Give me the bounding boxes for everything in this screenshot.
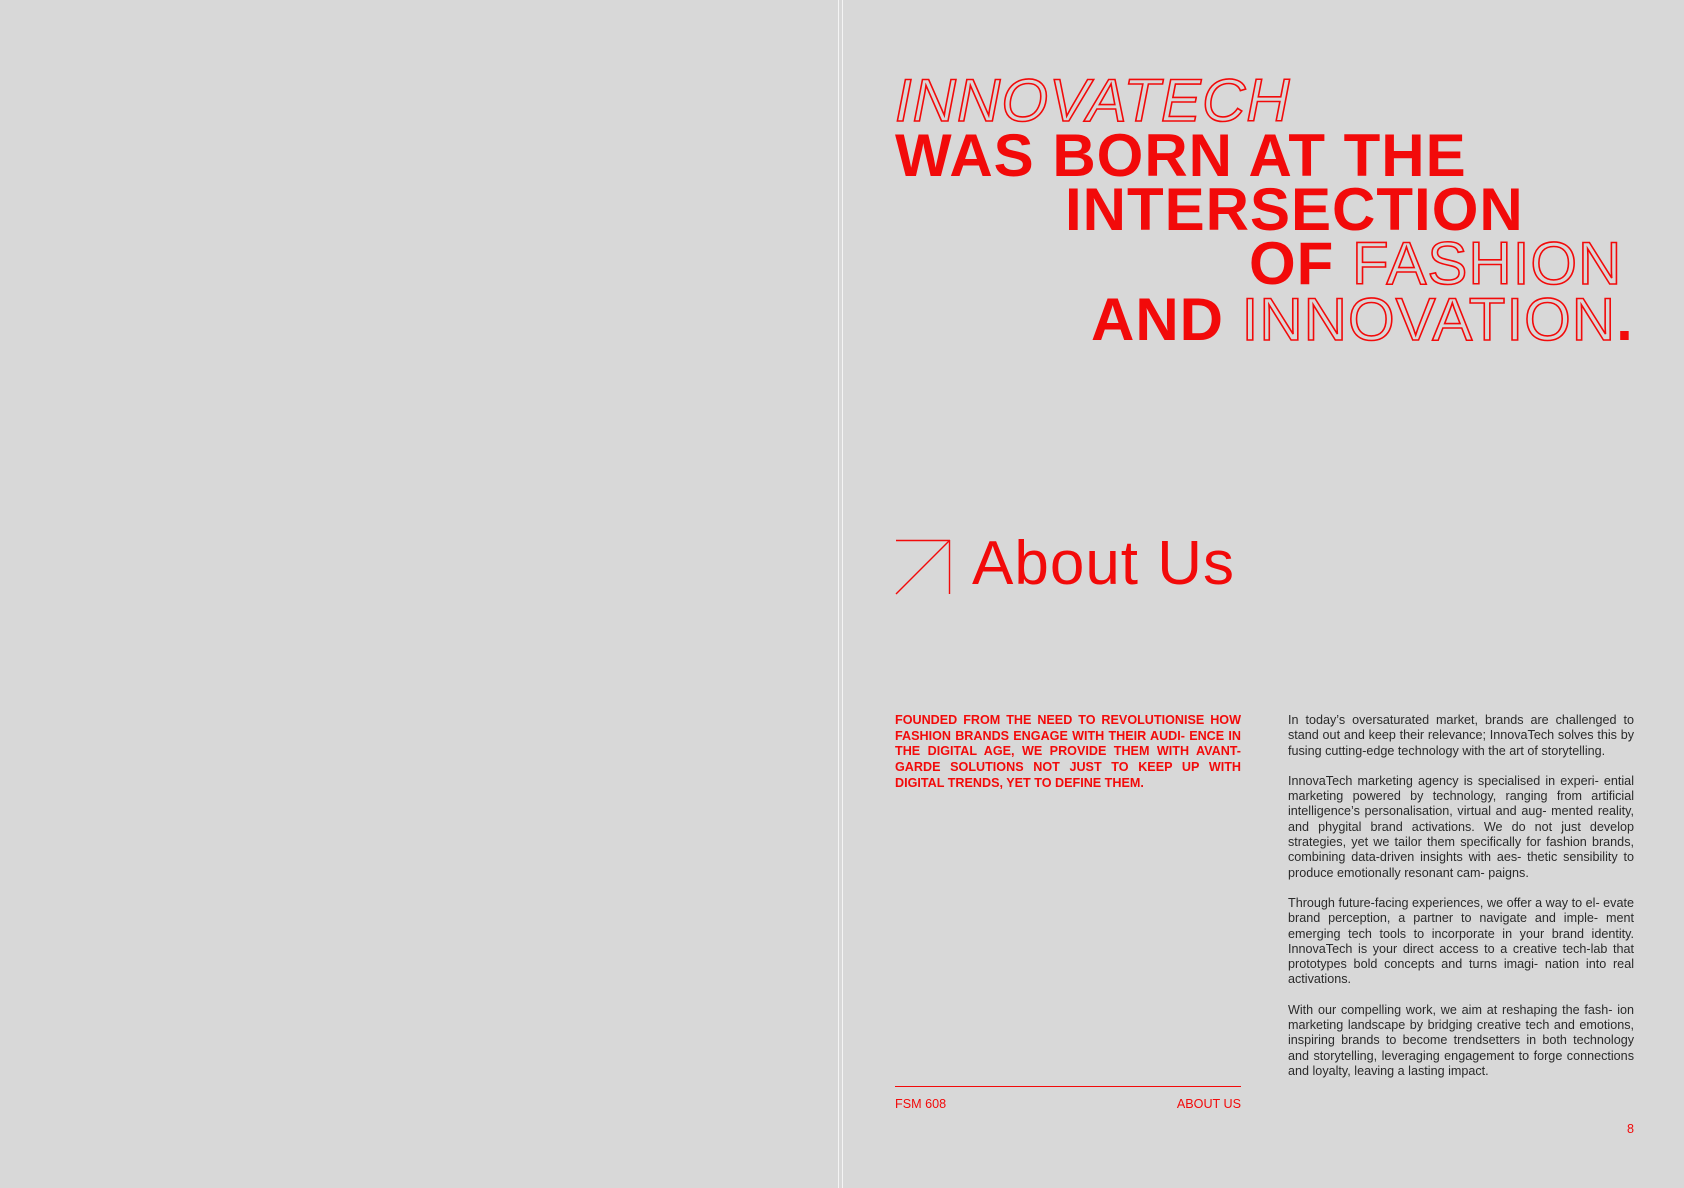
headline-line-5-end: . xyxy=(1616,286,1634,353)
body-paragraph: With our compelling work, we aim at reshaping the fash- ion marketing landscape by bridging creative tech and emotions, inspiring brands to become trendsetters in both technology and storytelling, leveraging engagement to forge connections and loyalty, leaving a lasting impact. xyxy=(1288,1002,1634,1078)
right-page xyxy=(843,0,1684,1188)
body-paragraph: In today’s oversaturated market, brands are challenged to stand out and keep their relevance; InnovaTech solves this by fusing cutting-edge technology with the art of storytelling. xyxy=(1288,713,1634,758)
footer-code: FSM 608 xyxy=(895,1097,947,1111)
headline-line-3: INTERSECTION xyxy=(1065,176,1524,243)
headline-line-4-solid: OF xyxy=(1249,230,1352,297)
body-paragraph: InnovaTech marketing agency is specialised in experi- ential marketing powered by technology, ranging from artificial intelligence’s personalisation, virtual and aug- mented reality, and phygital brand activations. We do not just develop strategies, yet we tailor them specifically for fashion brands, combining data-driven insights with aes- thetic sensibility to produce emotionally resonant cam- paigns. xyxy=(1288,773,1634,880)
footer-divider xyxy=(895,1086,1241,1087)
body-text xyxy=(1288,713,1634,1094)
headline-line-4 xyxy=(1249,230,1623,297)
headline-line-4-outline: FASHION xyxy=(1352,230,1623,297)
headline xyxy=(843,0,1684,360)
headline-line-5-solid: AND xyxy=(1091,286,1242,353)
headline-line-5-outline: INNOVATION xyxy=(1241,286,1617,353)
arrow-up-right-icon xyxy=(895,539,951,595)
section-title: About Us xyxy=(972,529,1236,598)
page-number: 8 xyxy=(1626,1122,1634,1136)
intro-text: FOUNDED FROM THE NEED TO REVOLUTIONISE HOW FASHION BRANDS ENGAGE WITH THEIR AUDI- ENCE IN THE DIGITAL AGE, WE PROVIDE THEM WITH AVANT-GARDE SOLUTIONS NOT JUST TO KEEP UP WITH DIGITAL TRENDS, YET TO DEFINE THEM. xyxy=(895,713,1241,790)
headline-line-2: WAS BORN AT THE xyxy=(895,122,1467,189)
body-paragraph: Through future-facing experiences, we offer a way to el- evate brand perception, a partner to navigate and imple- ment emerging tech tools to incorporate in your brand identity. InnovaTech is your direct access to a creative tech-lab that prototypes bold concepts and turns imagi- nation into real activations. xyxy=(1288,895,1634,987)
headline-line-5 xyxy=(1091,286,1634,353)
headline-line-1: INNOVATECH xyxy=(895,67,1291,134)
left-page-blank xyxy=(0,0,838,1188)
footer-section-label: ABOUT US xyxy=(1176,1097,1241,1111)
